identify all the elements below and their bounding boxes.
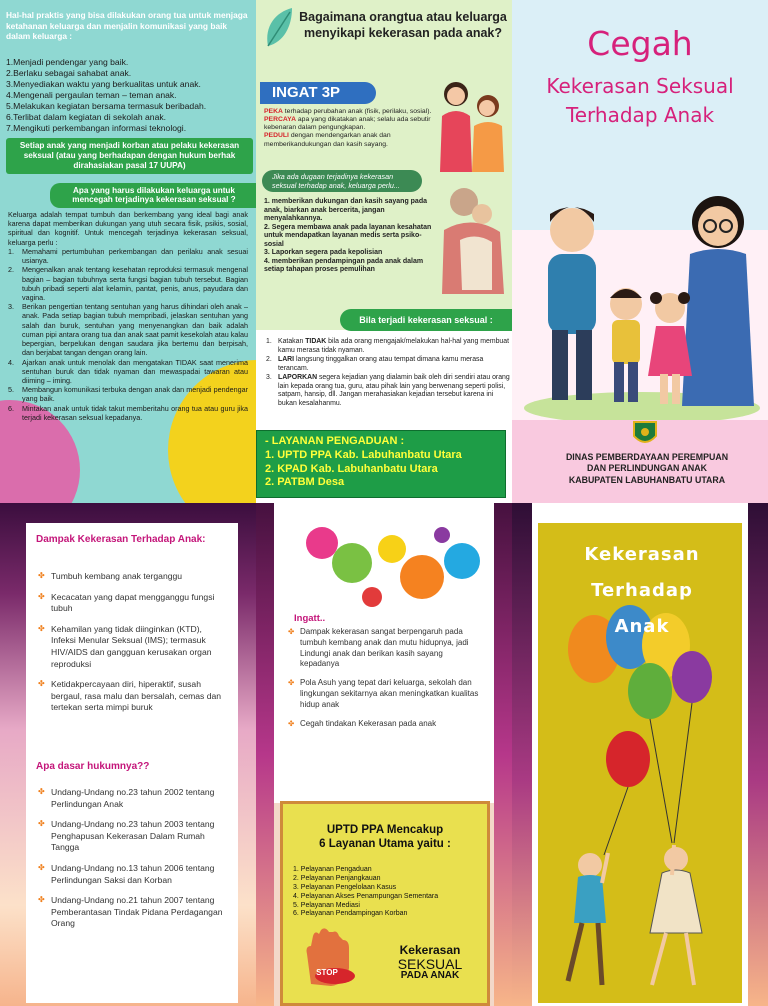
- panel-practical-tips: [0, 0, 256, 503]
- cover-subtitle: Kekerasan Seksual Terhadap Anak: [546, 74, 734, 127]
- complaint-services-box: [256, 430, 506, 498]
- prevention-step: 2. Mengenalkan anak tentang kesehatan reproduksi termasuk mengenal bagian – bagian tubuhnya serta fungsi bagian tubuh tersebut. Bagian tubuh pribadi seperti alat kelamin, pantat, penis, anus, payudara dan vagina.: [8, 265, 248, 302]
- tips-item: 1.Menjadi pendengar yang baik.: [6, 57, 129, 67]
- complaint-service-item: 2. PATBM Desa: [265, 476, 345, 489]
- leaf-decoration-icon: [262, 6, 296, 50]
- panel-back-cover: [512, 503, 768, 1006]
- edge-gradient-right: [748, 503, 768, 1006]
- tips-item: 5.Melakukan kegiatan bersama termasuk beribadah.: [6, 101, 207, 111]
- legal-basis-item: ✤ Undang-Undang no.21 tahun 2007 tentang Pemberantasan Tindak Pidana Perdagangan Orang: [38, 895, 223, 929]
- kids-balloons-illustration: [542, 593, 742, 999]
- legal-basis-list: [38, 787, 228, 939]
- impact-list: [38, 571, 228, 723]
- cover-title: Cegah: [587, 24, 693, 63]
- bullet-icon: ✤: [38, 679, 45, 689]
- panel-cover: [512, 0, 768, 503]
- suspicion-step: 1. memberikan dukungan dan kasih sayang pada anak, biarkan anak bercerita, jangan menyalahkannya.: [264, 198, 427, 223]
- if-violence-item: 2. LARI langsung tinggalkan orang atau tempat dimana kamu merasa terancam.: [266, 356, 484, 372]
- uptd-service-item: 2. Pelayanan Penjangkauan: [293, 874, 381, 882]
- prevention-steps: [8, 247, 248, 422]
- reminder-item: ✤ Dampak kekerasan sangat berpengaruh pada tumbuh kembang anak dan mutu hidupnya, jadi Lindungi anak dan berikan kasih sayang kepadanya: [288, 627, 469, 669]
- tips-item: 6.Terlibat dalam kegiatan di sekolah anak.: [6, 112, 167, 122]
- family-illustration: [522, 170, 762, 420]
- legal-basis-item: ✤ Undang-Undang no.23 tahun 2003 tentang Penghapusan Kekerasan Dalam Rumah Tangga: [38, 819, 215, 853]
- three-p-list: [264, 108, 434, 149]
- impact-title: Dampak Kekerasan Terhadap Anak:: [36, 534, 206, 545]
- bullet-icon: ✤: [38, 623, 45, 633]
- panel-family-response: [256, 0, 512, 503]
- suspicion-steps: [264, 198, 436, 275]
- reminder-title: Ingatt..: [294, 613, 326, 624]
- tips-item: 3.Menyediakan waktu yang berkualitas untuk anak.: [6, 79, 201, 89]
- impact-item: ✤ Tumbuh kembang anak terganggu: [38, 571, 183, 581]
- uptd-service-item: 6. Pelayanan Pendampingan Korban: [293, 910, 408, 918]
- reminder-item: ✤ Pola Asuh yang tepat dari keluarga, sekolah dan lingkungan sekitarnya akan meningkatkan kualitas hidup anak: [288, 678, 479, 709]
- suspicion-step: 2. Segera membawa anak pada layanan kesahatan untuk mendapatkan layanan medis serta psiko-sosial: [264, 223, 432, 248]
- bullet-icon: ✤: [38, 862, 45, 872]
- uptd-services-box: [280, 801, 490, 1006]
- complaint-service-item: 2. KPAD Kab. Labuhanbatu Utara: [265, 462, 438, 475]
- regency-emblem-icon: [632, 420, 658, 448]
- impact-card: [26, 523, 238, 1003]
- tips-item: 2.Berlaku sebagai sahabat anak.: [6, 68, 132, 78]
- three-p-item: PEDULI dengan mendengarkan anak dan memberikandukungan dan kasih sayang.: [264, 132, 391, 148]
- uptd-service-item: 4. Pelayanan Akses Penampungan Sementara: [293, 892, 439, 900]
- prevention-step: 1. Memahami pertumbuhan perkembangan dan perilaku anak sesuai usianya.: [8, 246, 248, 266]
- reminder-item: ✤ Cegah tindakan Kekerasan pada anak: [288, 718, 437, 728]
- prevention-intro: Keluarga adalah tempat tumbuh dan berkembang yang ideal bagi anak karena dapat memberikan dukungan yang utuh secara fisik, psikis, sosial, spiritual dan kognitif. Untuk mencegah terjadinya kekerasan seksual, keluarga perlu :: [8, 210, 248, 247]
- bullet-icon: ✤: [38, 591, 45, 601]
- edge-gradient-left: [256, 503, 274, 1006]
- suspicion-step: 3. Laporkan segera pada kepolisian: [264, 249, 383, 257]
- uptd-title: UPTD PPA Mencakup 6 Layanan Utama yaitu :: [319, 824, 451, 850]
- uptd-service-item: 1. Pelayanan Pengaduan: [293, 866, 372, 873]
- if-violence-banner: Bila terjadi kekerasan seksual :: [340, 309, 512, 331]
- agency-name: DINAS PEMBERDAYAAN PEREMPUAN DAN PERLINDUNGAN ANAK KABUPATEN LABUHANBATU UTARA: [565, 452, 729, 485]
- legal-basis-item: ✤ Undang-Undang no.13 tahun 2006 tentang Perlindungan Saksi dan Korban: [38, 862, 215, 885]
- prevention-step: 3. Berikan pengertian tentang sentuhan yang harus dihindari oleh anak – anak. Pada setiap bagian tubuh mempribadi, jelaskan sentuhan yang salah dan buruk, sentuhan yang menyenangkan dan baik adalah cuman pipi antara orang tua dan anak saat pamit kesekolah atau kalau bepergian, berpelukan dengan saudara jika bertemu dan berpisah, dan berjabat tangan dengan orang lain.: [8, 302, 248, 358]
- tips-list: [6, 57, 252, 134]
- complaint-service-item: 1. UPTD PPA Kab. Labuhanbatu Utara: [265, 448, 462, 461]
- prevention-question: Apa yang harus dilakukan keluarga untuk mencegah terjadinya kekerasan seksual ?: [50, 183, 256, 208]
- uptd-service-item: 5. Pelayanan Mediasi: [293, 901, 360, 909]
- violence-banner: Kekerasan SEKSUAL PADA ANAK: [397, 943, 463, 982]
- if-violence-item: 1. Katakan TIDAK bila ada orang mengajak/melakukan hal-hal yang membuat kamu merasa tidak nyaman.: [266, 338, 509, 354]
- impact-item: ✤ Ketidakpercayaan diri, hiperaktif, susah bergaul, rasa malu dan bersalah, cemas dan tertekan serta mimpi buruk: [38, 679, 222, 713]
- bullet-icon: ✤: [38, 819, 45, 829]
- stop-label: STOP: [316, 968, 338, 977]
- if-violence-list: [266, 338, 510, 410]
- ingat-3p-banner: INGAT 3P: [260, 82, 376, 104]
- complaint-services-heading: - LAYANAN PENGADUAN :: [265, 435, 405, 447]
- bullet-icon: ✤: [288, 678, 295, 688]
- reminder-list: [288, 627, 484, 737]
- confidentiality-notice: Setiap anak yang menjadi korban atau pelaku kekerasan seksual (atau yang berhadapan dengan hukum berhak dirahasiakan pasal 17 UUPA): [6, 138, 253, 174]
- three-p-item: PERCAYA apa yang dikatakan anak; selalu ada sebutir kebenaran dalam pengungkapan.: [264, 116, 431, 132]
- suspicion-step: 4. memberikan pendampingan pada anak dalam setiap tahapan proses pemulihan: [264, 257, 424, 274]
- edge-gradient-right: [494, 503, 512, 1006]
- prevention-step: 6. Mintakan anak untuk tidak takut memberitahu orang tua atau guru jika terjadi kekerasan seksual kepadanya.: [8, 403, 248, 422]
- mother-daughter-illustration: [434, 72, 510, 176]
- paint-splash-illustration: [282, 513, 492, 621]
- bullet-icon: ✤: [288, 627, 295, 636]
- panel-impact-law: [0, 503, 256, 1006]
- hug-illustration: [434, 180, 510, 296]
- panel-title: Bagaimana orangtua atau keluarga menyikapi kekerasan pada anak?: [299, 10, 507, 40]
- prevention-step: 4. Ajarkan anak untuk menolak dan mengatakan TIDAK saat menerima sentuhan buruk dan tidak nyaman dan mewaspadai tawaran atau diiming – iming.: [8, 357, 248, 385]
- uptd-services-list: [293, 866, 483, 919]
- tips-intro: Hal-hal praktis yang bisa dilakukan orang tua untuk menjaga ketahanan keluarga dan menjalin komunikasi yang baik dalam keluarga :: [6, 10, 248, 41]
- uptd-service-item: 3. Pelayanan Pengelolaan Kasus: [293, 883, 397, 891]
- tips-item: 4.Mengenali pergaulan teman – teman anak.: [6, 90, 177, 100]
- edge-gradient-left: [512, 503, 532, 1006]
- legal-basis-title: Apa dasar hukumnya??: [36, 761, 150, 772]
- stop-hand-icon: [291, 928, 381, 988]
- three-p-item: PEKA terhadap perubahan anak (fisik, perilaku, sosial).: [264, 108, 432, 115]
- if-violence-item: 3. LAPORKAN segera kejadian yang dialamin baik oleh diri sendiri atau orang lain kepada orang tua, guru, atau pihak lain yang berwenang seperti polisi, satpam, hansip, dll. Jangan merahasiakan kejadian tersebut karena ini bukan kesalahanmu.: [266, 374, 510, 407]
- back-cover-title: Kekerasan Terhadap Anak: [584, 544, 700, 637]
- legal-basis-item: ✤ Undang-Undang no.23 tahun 2002 tentang Perlindungan Anak: [38, 787, 215, 809]
- tips-item: 7.Mengikuti perkembangan informasi teknologi.: [6, 123, 187, 133]
- impact-item: ✤ Kecacatan yang dapat mengganggu fungsi tubuh: [38, 591, 215, 614]
- prevention-step: 5. Membangun komunikasi terbuka dengan anak dan menjadi pendengar yang baik.: [8, 385, 248, 404]
- suspicion-banner: Jika ada dugaan terjadinya kekerasan seksual terhadap anak, keluarga perlu...: [262, 170, 422, 192]
- bullet-icon: ✤: [288, 718, 295, 728]
- impact-item: ✤ Kehamilan yang tidak diinginkan (KTD), Infeksi Menular Seksual (IMS); termasuk HIV/AIDS dan gangguan kerusakan organ reproduksi: [38, 623, 212, 669]
- panel-reminder-services: [256, 503, 512, 1006]
- bullet-icon: ✤: [38, 895, 45, 905]
- bullet-icon: ✤: [38, 787, 45, 796]
- bullet-icon: ✤: [38, 571, 45, 580]
- prevention-body: [8, 210, 248, 422]
